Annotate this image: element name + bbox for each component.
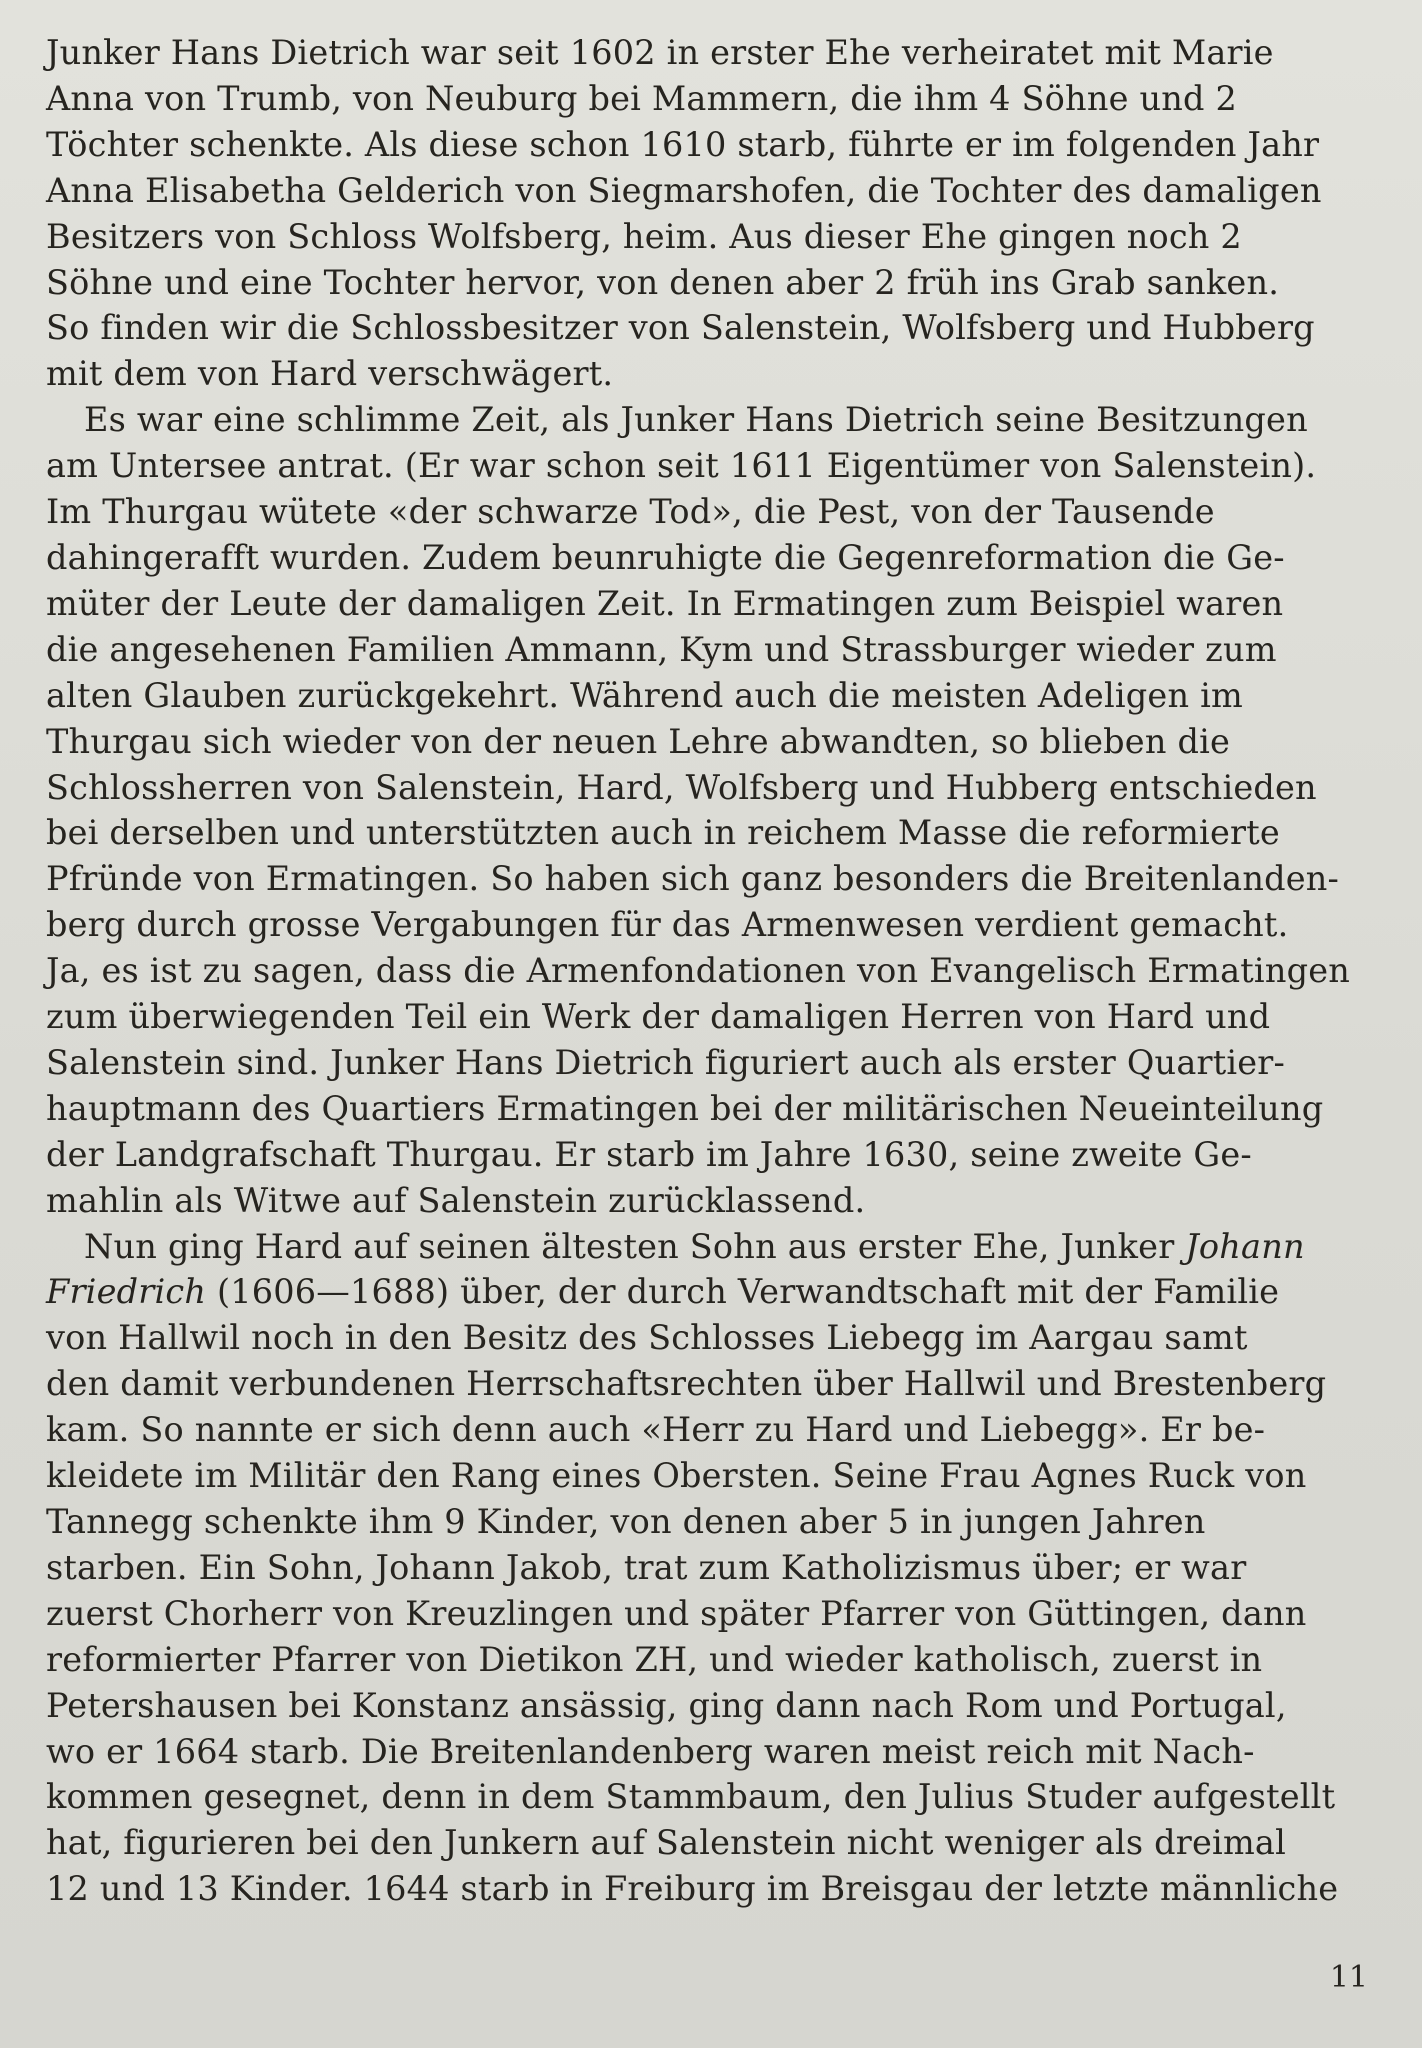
paragraph: [46, 1224, 1374, 1913]
text-line: reformierter Pfarrer von Dietikon ZH, und wieder katholisch, zuerst in: [46, 1639, 1263, 1679]
text-line: zum überwiegenden Teil ein Werk der damaligen Herren von Hard und: [46, 997, 1271, 1037]
text-line: kleidete im Militär den Rang eines Obersten. Seine Frau Agnes Ruck von: [46, 1456, 1307, 1496]
text-line: Thurgau sich wieder von der neuen Lehre abwandten, so blieben die: [46, 721, 1231, 761]
text-line: Es war eine schlimme Zeit, als Junker Hans Dietrich seine Besitzungen: [84, 400, 1308, 440]
text-line: So finden wir die Schlossbesitzer von Salenstein, Wolfsberg und Hubberg: [46, 308, 1315, 348]
text-line: bei derselben und unterstützten auch in reichem Masse die reformierte: [46, 813, 1280, 853]
text-line: zuerst Chorherr von Kreuzlingen und später Pfarrer von Güttingen, dann: [46, 1593, 1307, 1633]
text-line: Petershausen bei Konstanz ansässig, ging dann nach Rom und Portugal,: [46, 1685, 1287, 1725]
text-line: hat, figurieren bei den Junkern auf Salenstein nicht weniger als dreimal: [46, 1823, 1287, 1863]
text-line: den damit verbundenen Herrschaftsrechten über Hallwil und Brestenberg: [46, 1364, 1327, 1404]
text-line: kam. So nannte er sich denn auch «Herr zu Hard und Liebegg». Er be-: [46, 1410, 1266, 1450]
text-line: Tannegg schenkte ihm 9 Kinder, von denen aber 5 in jungen Jahren: [46, 1502, 1206, 1541]
text-line: Friedrich (1606—1688) über, der durch Verwandtschaft mit der Familie: [46, 1272, 1280, 1312]
body-text: [46, 30, 1374, 1912]
paragraph: [46, 30, 1374, 397]
text-line: Ja, es ist zu sagen, dass die Armenfondationen von Evangelisch Ermatingen: [46, 951, 1351, 991]
text-line: Töchter schenkte. Als diese schon 1610 starb, führte er im folgenden Jahr: [46, 124, 1320, 164]
text-line: müter der Leute der damaligen Zeit. In Ermatingen zum Beispiel waren: [46, 583, 1284, 623]
text-line: Anna von Trumb, von Neuburg bei Mammern, die ihm 4 Söhne und 2: [46, 78, 1238, 118]
text-line: am Untersee antrat. (Er war schon seit 1611 Eigentümer von Salenstein).: [46, 446, 1317, 486]
text-line: Pfründe von Ermatingen. So haben sich ganz besonders die Breitenlanden-: [46, 859, 1340, 899]
paragraph: [46, 397, 1374, 1223]
text-line: Im Thurgau wütete «der schwarze Tod», die Pest, von der Tausende: [46, 492, 1215, 532]
text-line: mahlin als Witwe auf Salenstein zurücklassend.: [46, 1180, 866, 1220]
page-number: 11: [1329, 1960, 1368, 1995]
text-line: alten Glauben zurückgekehrt. Während auch die meisten Adeligen im: [46, 675, 1243, 715]
text-line: Anna Elisabetha Gelderich von Siegmarshofen, die Tochter des damaligen: [46, 170, 1322, 210]
text-line: von Hallwil noch in den Besitz des Schlosses Liebegg im Aargau samt: [46, 1318, 1248, 1358]
text-line: Salenstein sind. Junker Hans Dietrich figuriert auch als erster Quartier-: [46, 1042, 1286, 1082]
text-line: der Landgrafschaft Thurgau. Er starb im Jahre 1630, seine zweite Ge-: [46, 1134, 1252, 1174]
text-line: Schlossherren von Salenstein, Hard, Wolfsberg und Hubberg entschieden: [46, 767, 1317, 807]
text-line: Söhne und eine Tochter hervor, von denen aber 2 früh ins Grab sanken.: [46, 262, 1280, 302]
text-line: Nun ging Hard auf seinen ältesten Sohn aus erster Ehe, Junker Johann: [84, 1226, 1305, 1266]
text-line: berg durch grosse Vergabungen für das Armenwesen verdient gemacht.: [46, 905, 1289, 945]
text-line: 12 und 13 Kinder. 1644 starb in Freiburg im Breisgau der letzte männliche: [46, 1869, 1339, 1909]
text-line: Junker Hans Dietrich war seit 1602 in erster Ehe verheiratet mit Marie: [46, 33, 1274, 72]
text-line: starben. Ein Sohn, Johann Jakob, trat zum Katholizismus über; er war: [46, 1547, 1247, 1587]
text-line: wo er 1664 starb. Die Breitenlandenberg waren meist reich mit Nach-: [46, 1731, 1255, 1771]
text-line: kommen gesegnet, denn in dem Stammbaum, den Julius Studer aufgestellt: [46, 1777, 1336, 1817]
text-line: mit dem von Hard verschwägert.: [46, 354, 614, 394]
text-line: dahingerafft wurden. Zudem beunruhigte die Gegenreformation die Ge-: [46, 537, 1285, 577]
text-line: hauptmann des Quartiers Ermatingen bei der militärischen Neueinteilung: [46, 1088, 1324, 1128]
text-line: Besitzers von Schloss Wolfsberg, heim. Aus dieser Ehe gingen noch 2: [46, 216, 1242, 256]
text-line: die angesehenen Familien Ammann, Kym und Strassburger wieder zum: [46, 629, 1277, 669]
